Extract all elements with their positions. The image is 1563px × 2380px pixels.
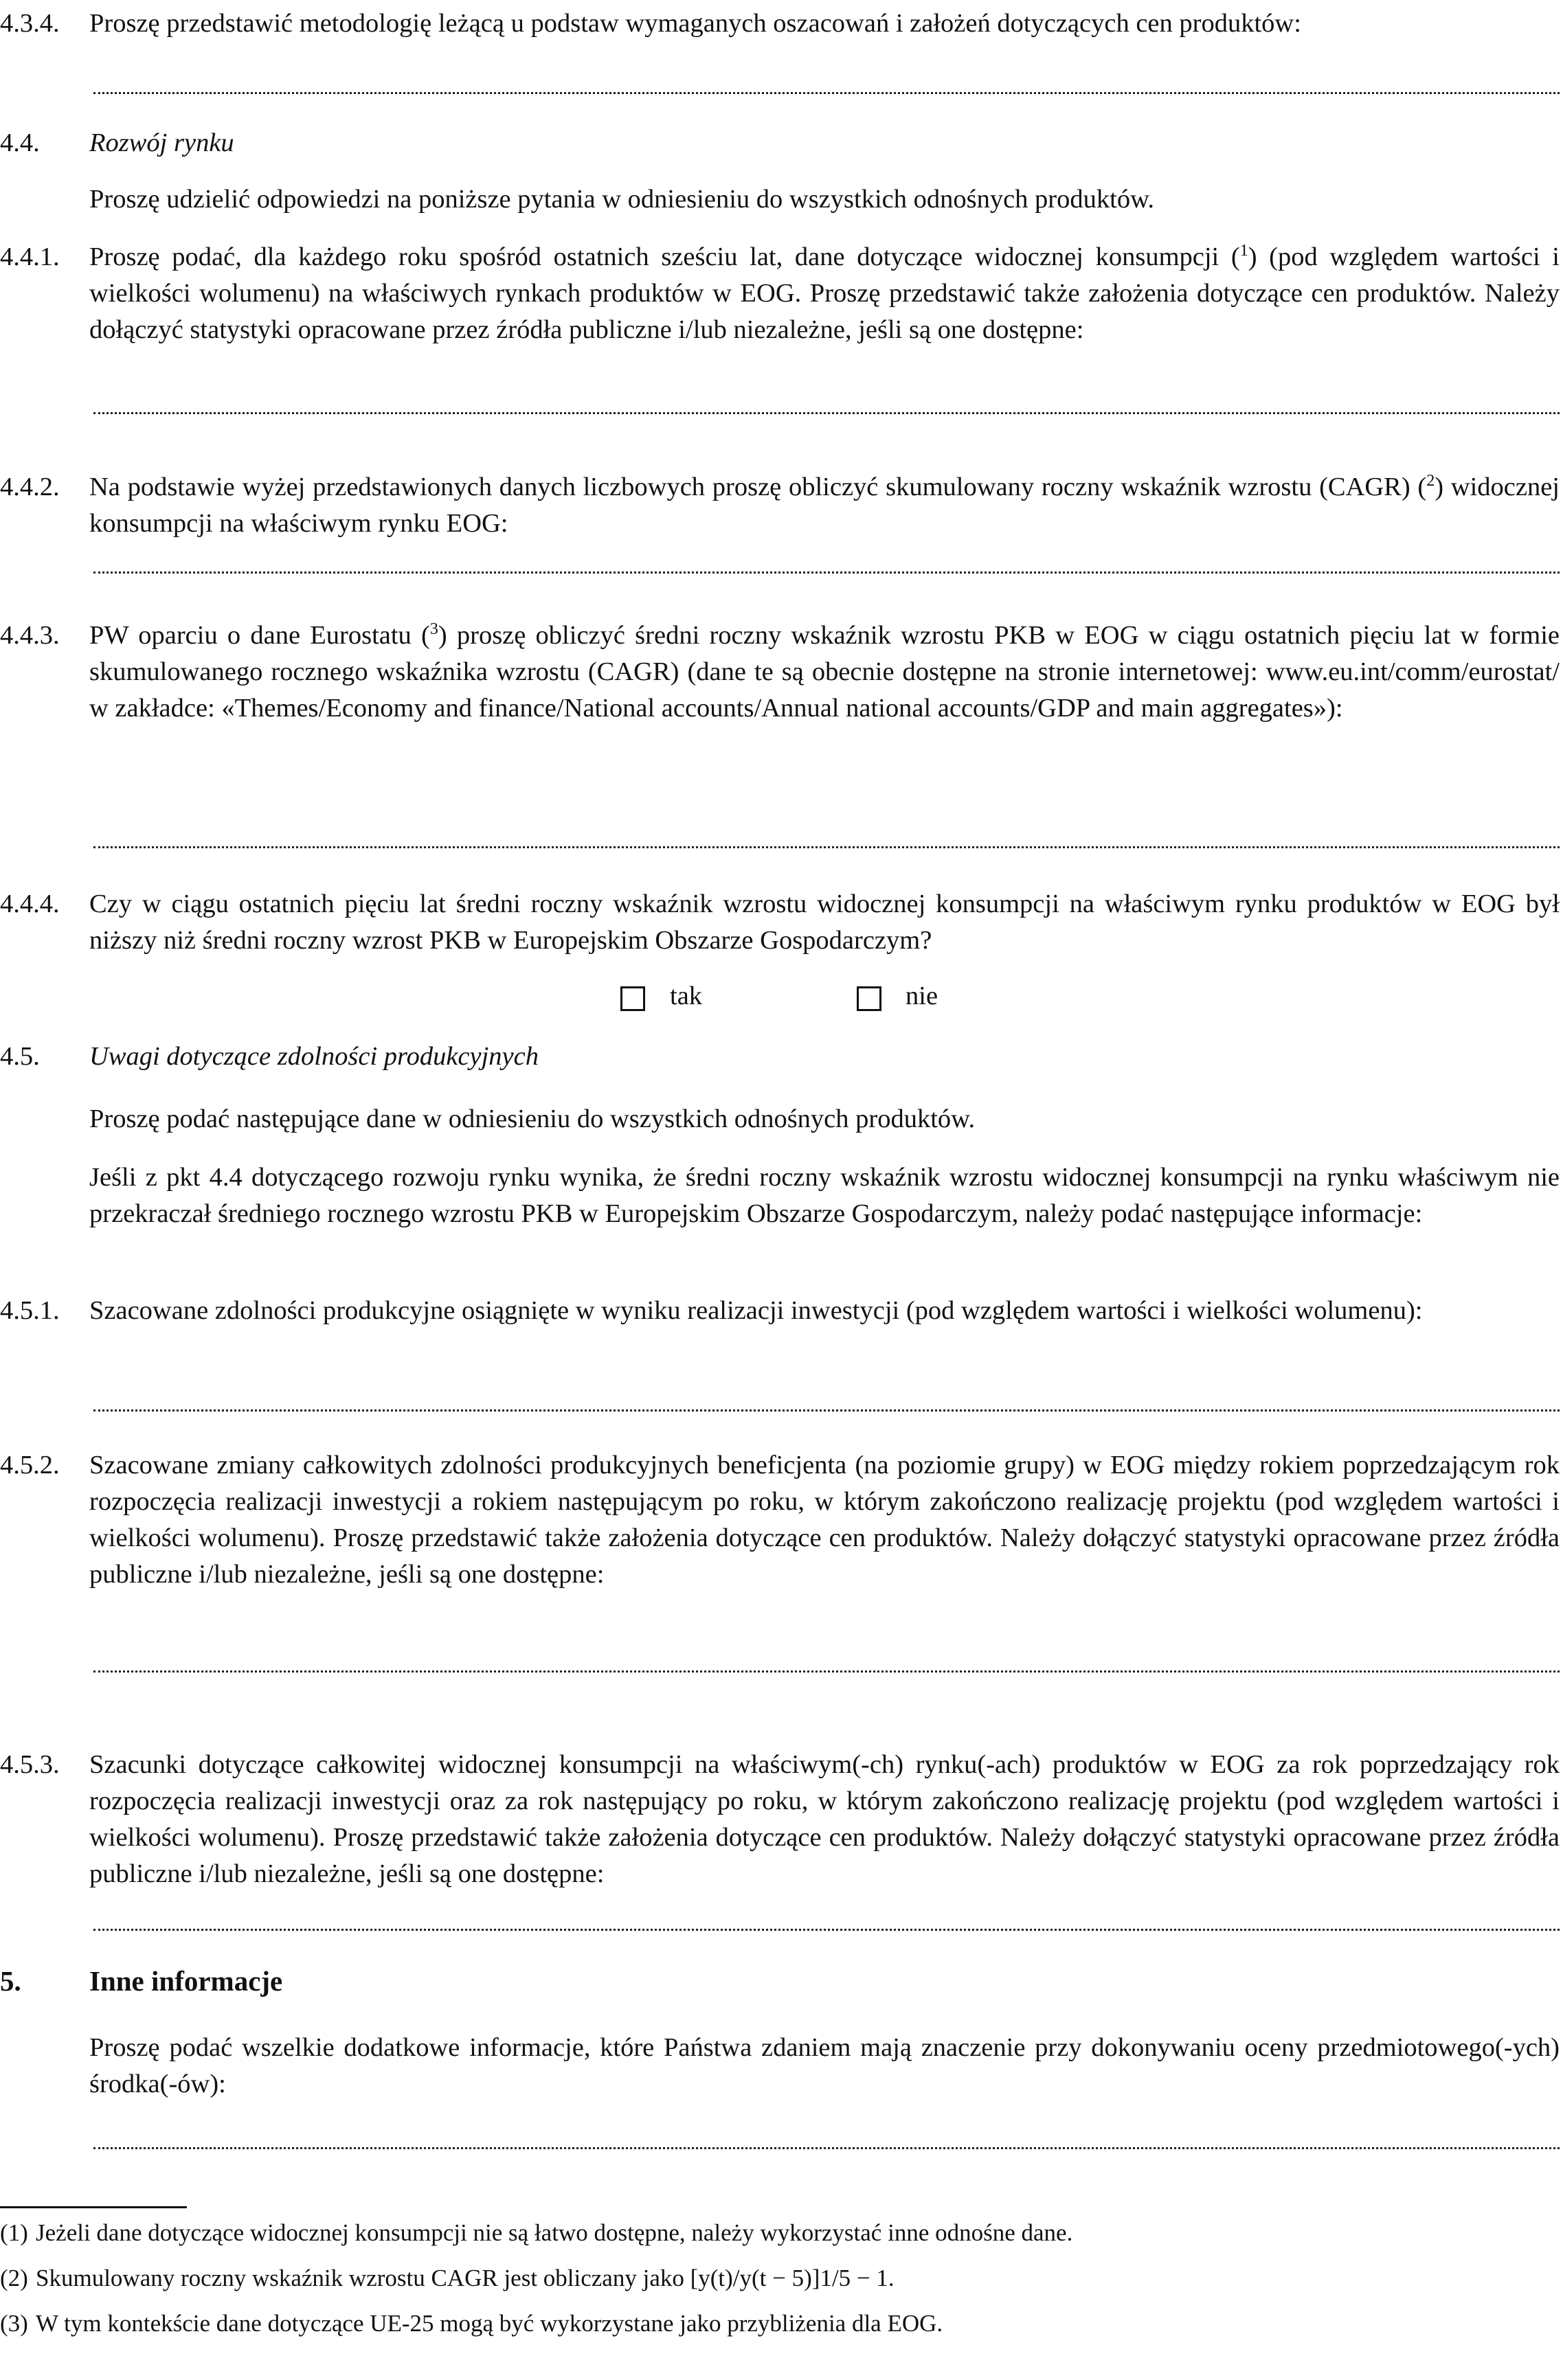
yes-label: tak [670, 982, 703, 1010]
answer-line [93, 1401, 1560, 1412]
footnote-mark: (3) [0, 2310, 28, 2337]
no-checkbox[interactable] [857, 986, 881, 1011]
section-paragraph: Jeśli z pkt 4.4 dotyczącego rozwoju rynku wynika, że średni roczny wskaźnik wzrostu widocznej konsumpcji na rynku właściwym nie przekraczał średniego rocznego wzrostu PKB w Europejskim Obszarze Gospodarczym, należy podać następujące informacje: [89, 1163, 1560, 1228]
text-part: ) proszę obliczyć średni roczny wskaźnik wzrostu PKB w EOG w ciągu ostatnich pięciu lat w formie skumulowanego rocznego wskaźnika wzrostu (CAGR) (dane te są obecnie dostępne na stronie internetowej: www.eu.int/comm/eurostat/ w zakładce: «Themes/Economy and finance/National accounts/Annual national accounts/GDP and main aggregates»): [89, 621, 1560, 723]
answer-line [93, 84, 1560, 94]
footnote-mark: (1) [0, 2219, 28, 2246]
section-number: 4.4.3. [0, 621, 60, 650]
footnote-text: W tym kontekście dane dotyczące UE-25 mogą być wykorzystane jako przybliżenia dla EOG. [36, 2310, 943, 2337]
footnote-mark: (2) [0, 2265, 28, 2291]
section-title: Uwagi dotyczące zdolności produkcyjnych [89, 1042, 539, 1071]
section-intro: Proszę podać następujące dane w odniesieniu do wszystkich odnośnych produktów. [89, 1104, 976, 1133]
section-text: Proszę podać wszelkie dodatkowe informacje, które Państwa zdaniem mają znaczenie przy dokonywaniu oceny przedmiotowego(-ych) środka(-ów): [89, 2033, 1560, 2098]
footnote-divider [0, 2206, 187, 2208]
section-intro: Proszę udzielić odpowiedzi na poniższe pytania w odniesieniu do wszystkich odnośnych produktów. [89, 185, 1155, 214]
text-part: PW oparciu o dane Eurostatu ( [89, 621, 430, 650]
answer-line [93, 1920, 1560, 1931]
answer-line [93, 1662, 1560, 1673]
section-text [89, 239, 1560, 348]
section-text: Szacowane zdolności produkcyjne osiągnięte w wyniku realizacji inwestycji (pod względem wartości i wielkości wolumenu): [89, 1296, 1423, 1325]
section-number: 4.4.1. [0, 242, 60, 271]
section-number: 4.4.2. [0, 473, 60, 501]
section-number: 4.5.3. [0, 1750, 60, 1779]
section-text: Czy w ciągu ostatnich pięciu lat średni roczny wskaźnik wzrostu widocznej konsumpcji na właściwym rynku produktów w EOG był niższy niż średni roczny wzrost PKB w Europejskim Obszarze Gospodarczym? [89, 889, 1560, 955]
text-part: ) (pod względem wartości i wielkości wolumenu) na właściwych rynkach produktów w EOG. Proszę przedstawić także założenia dotyczące cen produktów. Należy dołączyć statystyki opracowane przez źródła publiczne i/lub niezależne, jeśli są one dostępne: [89, 242, 1560, 344]
section-title: Rozwój rynku [89, 128, 234, 157]
section-number: 4.5.1. [0, 1296, 60, 1325]
text-part: Na podstawie wyżej przedstawionych danych liczbowych proszę obliczyć skumulowany roczny wskaźnik wzrostu (CAGR) ( [89, 473, 1427, 501]
section-title: Inne informacje [89, 1965, 283, 1997]
footnote-text: Jeżeli dane dotyczące widocznej konsumpcji nie są łatwo dostępne, należy wykorzystać inne odnośne dane. [36, 2219, 1073, 2246]
yes-no-options [0, 978, 1563, 1019]
footnote-ref: 3 [429, 620, 438, 638]
footnote-text: Skumulowany roczny wskaźnik wzrostu CAGR jest obliczany jako [y(t)/y(t − 5)]1/5 − 1. [36, 2265, 895, 2291]
section-number: 4.4.4. [0, 889, 60, 918]
footnote-1 [0, 2217, 1563, 2249]
answer-line [93, 404, 1560, 414]
section-text [89, 617, 1560, 727]
section-text: Szacunki dotyczące całkowitej widocznej konsumpcji na właściwym(-ch) rynku(-ach) produktów w EOG za rok poprzedzający rok rozpoczęcia realizacji inwestycji oraz za rok następujący po roku, w którym zakończono realizację projektu (pod względem wartości i wielkości wolumenu). Proszę przedstawić także założenia dotyczące cen produktów. Należy dołączyć statystyki opracowane przez źródła publiczne i/lub niezależne, jeśli są one dostępne: [89, 1750, 1560, 1888]
section-number: 4.3.4. [0, 9, 60, 38]
answer-line [93, 563, 1560, 574]
section-text: Proszę przedstawić metodologię leżącą u podstaw wymaganych oszacowań i założeń dotyczących cen produktów: [89, 9, 1301, 38]
answer-line [93, 838, 1560, 848]
section-text: Szacowane zmiany całkowitych zdolności produkcyjnych beneficjenta (na poziomie grupy) w EOG między rokiem poprzedzającym rok rozpoczęcia realizacji inwestycji a rokiem następującym po roku, w którym zakończono realizację projektu (pod względem wartości i wielkości wolumenu). Proszę przedstawić także założenia dotyczące cen produktów. Należy dołączyć statystyki opracowane przez źródła publiczne i/lub niezależne, jeśli są one dostępne: [89, 1451, 1560, 1589]
footnote-ref: 1 [1239, 242, 1248, 260]
section-number: 4.5.2. [0, 1451, 60, 1480]
section-number: 4.4. [0, 128, 40, 157]
section-number: 4.5. [0, 1042, 40, 1071]
yes-checkbox[interactable] [620, 986, 645, 1011]
footnote-ref: 2 [1426, 472, 1435, 490]
section-text [89, 469, 1560, 542]
no-label: nie [906, 982, 938, 1010]
text-part: Proszę podać, dla każdego roku spośród ostatnich sześciu lat, dane dotyczące widocznej konsumpcji ( [89, 242, 1240, 271]
section-number: 5. [0, 1965, 21, 1997]
footnote-3 [0, 2308, 1563, 2339]
footnote-2 [0, 2263, 1563, 2294]
answer-line [93, 2139, 1560, 2149]
text-part: ) widocznej konsumpcji na właściwym rynku EOG: [89, 473, 1560, 538]
